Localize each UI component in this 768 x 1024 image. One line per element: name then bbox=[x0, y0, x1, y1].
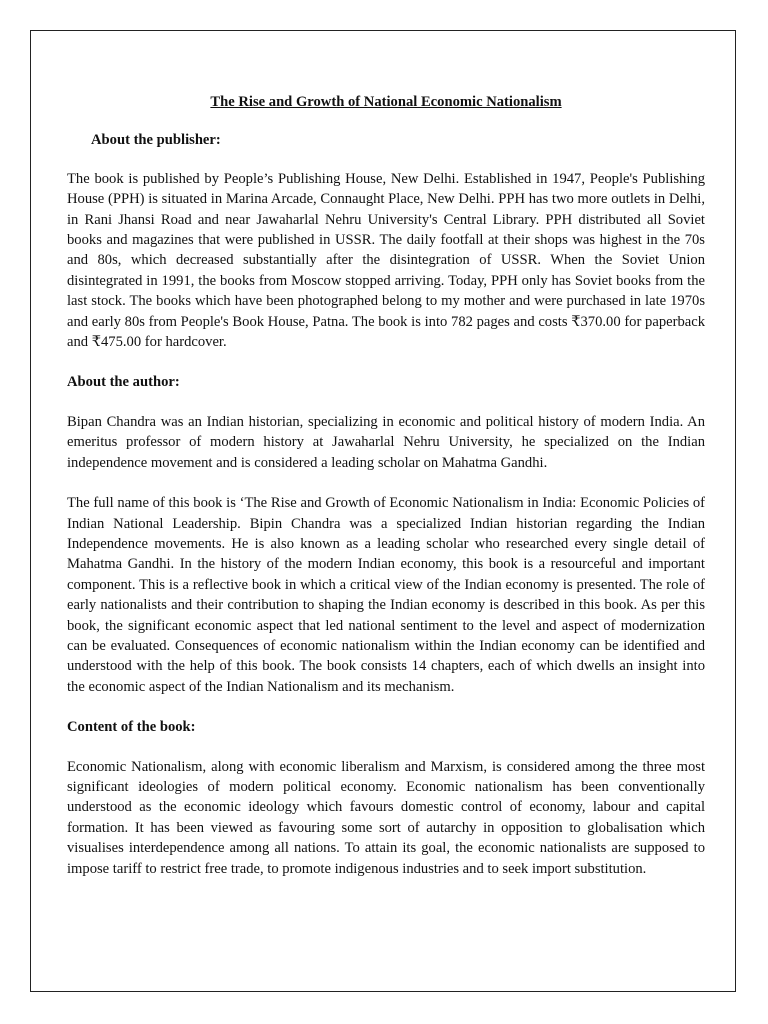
content-paragraph: Economic Nationalism, along with economic liberalism and Marxism, is considered among the three most significant ideologies of modern political economy. Economic nationalism has been conventionally understood as the economic ideology which favours domestic control of economy, labour and capital formation. It has been viewed as favouring some sort of autarchy in opposition to globalisation which visualises interdependence among all nations. To attain its goal, the economic nationalists are supposed to impose tariff to restrict free trade, to promote indigenous industries and to seek import substitution. bbox=[67, 758, 705, 877]
author-paragraph-1: Bipan Chandra was an Indian historian, specializing in economic and political history of modern India. An emeritus professor of modern history at Jawaharlal Nehru University, he specialized on the Indian independence movement and is considered a leading scholar on Mahatma Gandhi. bbox=[67, 413, 705, 471]
content-heading: Content of the book: bbox=[67, 719, 196, 736]
publisher-heading: About the publisher: bbox=[91, 132, 221, 149]
author-heading: About the author: bbox=[67, 374, 180, 391]
publisher-paragraph: The book is published by People’s Publishing House, New Delhi. Established in 1947, People's Publishing House (PPH) is situated in Marina Arcade, Connaught Place, New Delhi. PPH has two more outlets in Delhi, in Rani Jhansi Road and near Jawaharlal Nehru University's Central Library. PPH distributed all Soviet books and magazines that were published in USSR. The daily footfall at their shops was highest in the 70s and 80s, which decreased substantially after the disintegration of USSR. When the Soviet Union disintegrated in 1991, the books from Moscow stopped arriving. Today, PPH only has Soviet books from the last stock. The books which have been photographed belong to my mother and were purchased in late 1970s and early 80s from People's Book House, Patna. The book is into 782 pages and costs ₹370.00 for paperback and ₹475.00 for hardcover. bbox=[67, 170, 705, 351]
document-title: The Rise and Growth of National Economic Nationalism bbox=[210, 94, 562, 110]
author-paragraph-2: The full name of this book is ‘The Rise and Growth of Economic Nationalism in India: Economic Policies of Indian National Leadership. Bipin Chandra was a specialized Indian historian regarding the Indian Independence movements. He is also known as a leading scholar who researched every single detail of Mahatma Gandhi. In the history of the modern Indian economy, this book is a resourceful and important component. This is a reflective book in which a critical view of the Indian economy is presented. The role of early nationalists and their contribution to shaping the Indian economy is described in this book. As per this book, the significant economic aspect that led national sentiment to the level and aspect of modernization can be evaluated. Consequences of economic nationalism within the Indian economy can be identified and understood with the help of this book. The book consists 14 chapters, each of which dwells an insight into the economic aspect of the Indian Nationalism and its mechanism. bbox=[67, 495, 705, 695]
document-body bbox=[67, 92, 705, 879]
